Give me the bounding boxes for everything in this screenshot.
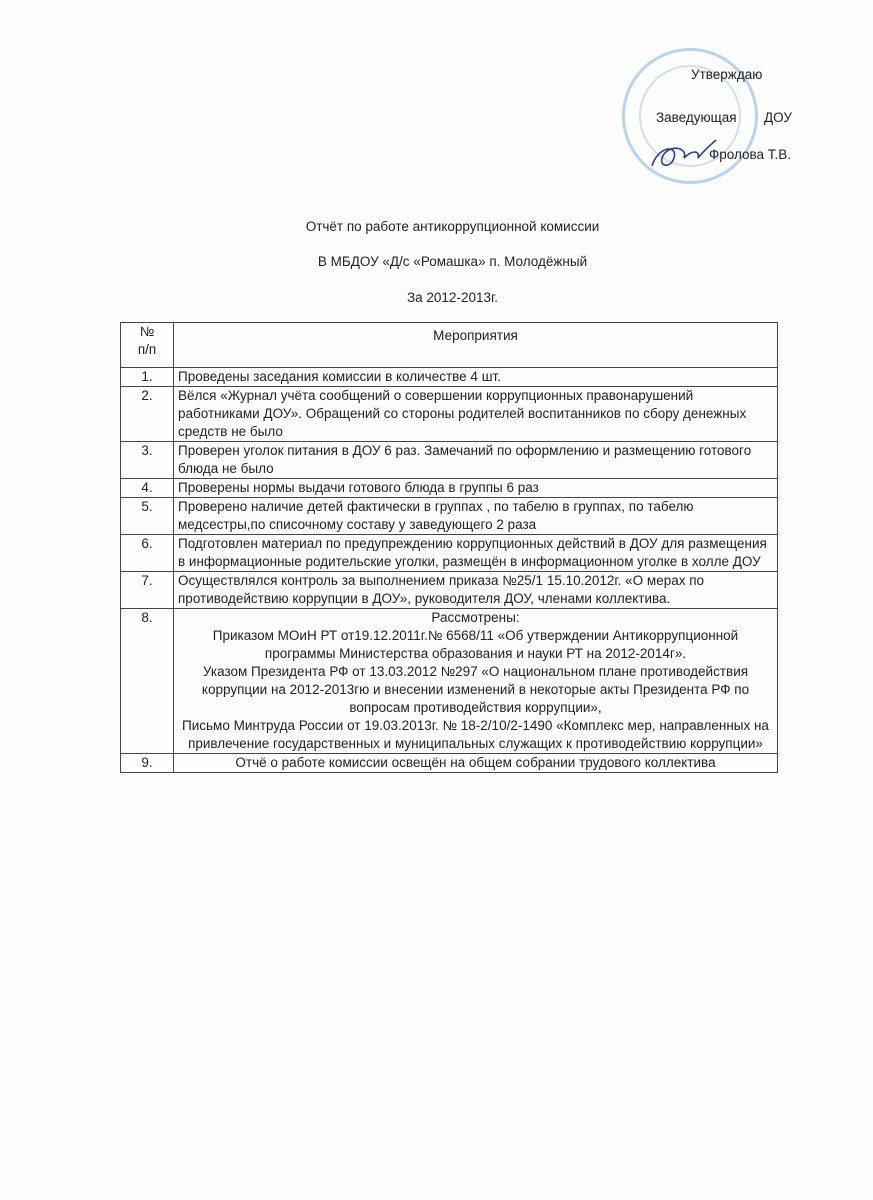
row-number: 2. <box>121 387 174 442</box>
approval-org: ДОУ <box>764 110 792 125</box>
activity-line: Приказом МОиН РТ от19.12.2011г.№ 6568/11 «Об утверждении Антикоррупционной программы Министерства образования и науки РТ на 2012-2014г». <box>212 628 739 661</box>
table-row <box>121 754 778 773</box>
row-number: 4. <box>121 479 174 498</box>
doc-subtitle: В МБДОУ «Д/с «Ромашка» п. Молодёжный <box>317 254 588 269</box>
row-number: 8. <box>121 609 174 754</box>
activity-line: Рассмотрены: <box>431 610 520 625</box>
row-activity: Проведены заседания комиссии в количестве 4 шт. <box>174 368 778 387</box>
row-number: 1. <box>121 368 174 387</box>
table-row <box>121 479 778 498</box>
row-number: 9. <box>121 754 174 773</box>
row-activity: Отчё о работе комиссии освещён на общем собрании трудового коллектива <box>174 754 778 773</box>
activity-line: Указом Президента РФ от 13.03.2012 №297 «О национальном плане противодействия коррупции на 2012-2013гю и внесении изменений в некоторые акты Президента РФ по вопросам противодействия коррупции», <box>201 664 750 715</box>
table-header-row <box>121 323 778 368</box>
row-activity: Вёлся «Журнал учёта сообщений о совершении коррупционных правонарушений работниками ДОУ». Обращений со стороны родителей воспитанников по сбору денежных средств не было <box>174 387 778 442</box>
doc-title: Отчёт по работе антикоррупционной комиссии <box>305 219 600 234</box>
doc-period: За 2012-2013г. <box>407 290 498 305</box>
activity-line: Письмо Минтруда России от 19.03.2013г. № 18-2/10/2-1490 «Комплекс мер, направленных на привлечение государственных и муниципальных служащих к противодействию коррупции» <box>182 718 769 751</box>
table-row <box>121 368 778 387</box>
row-number: 7. <box>121 572 174 609</box>
header-num-sub: п/п <box>137 342 157 357</box>
approver-name: Фролова Т.В. <box>709 147 792 162</box>
row-activity: Проверены нормы выдачи готового блюда в группы 6 раз <box>174 479 778 498</box>
table-row <box>121 535 778 572</box>
header-activity: Мероприятия <box>174 323 778 368</box>
row-number: 5. <box>121 498 174 535</box>
table-row <box>121 442 778 479</box>
row-activity: Проверен уголок питания в ДОУ 6 раз. Замечаний по оформлению и размещению готового блюда не было <box>174 442 778 479</box>
activities-table <box>120 322 778 773</box>
approval-heading: Утверждаю <box>691 67 763 82</box>
row-number: 6. <box>121 535 174 572</box>
table-row <box>121 609 778 754</box>
table-row <box>121 498 778 535</box>
row-activity <box>174 609 778 754</box>
header-num: № <box>139 324 155 339</box>
row-activity: Проверено наличие детей фактически в группах , по табелю в группах, по табелю медсестры,по списочному составу у заведующего 2 раза <box>174 498 778 535</box>
approval-position: Заведующая <box>656 110 737 125</box>
table-row <box>121 572 778 609</box>
row-activity: Подготовлен материал по предупреждению коррупционных действий в ДОУ для размещения в информационные родительские уголки, размещён в информационном уголке в холле ДОУ <box>174 535 778 572</box>
row-number: 3. <box>121 442 174 479</box>
row-activity: Осуществлялся контроль за выполнением приказа №25/1 15.10.2012г. «О мерах по противодействию коррупции в ДОУ», руководителя ДОУ, членами коллектива. <box>174 572 778 609</box>
table-row <box>121 387 778 442</box>
signature <box>648 136 718 176</box>
